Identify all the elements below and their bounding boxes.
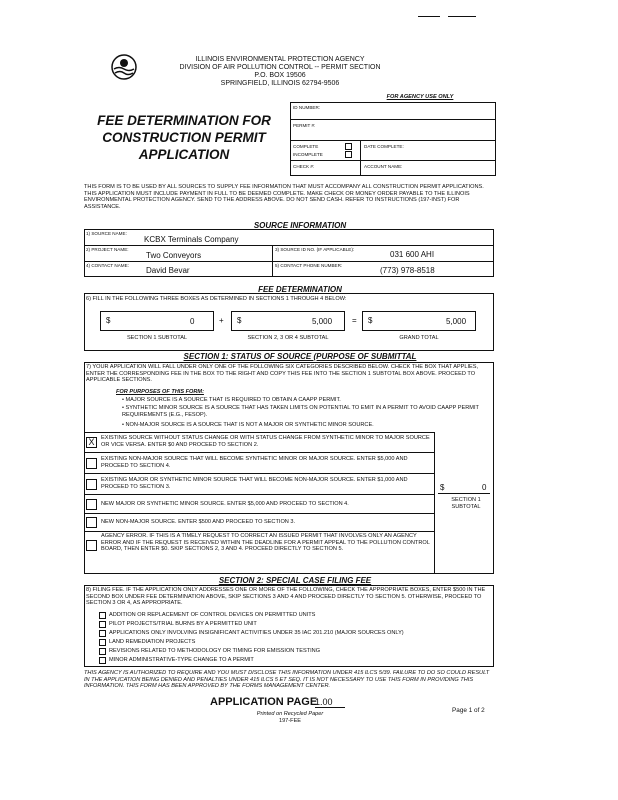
divider [84, 494, 434, 495]
section2-heading: SECTION 2: SPECIAL CASE FILING FEE [218, 576, 372, 585]
source-name-label: 1) SOURCE NAME: [86, 231, 127, 236]
definition-text: MAJOR SOURCE IS A SOURCE THAT IS REQUIRED TO OBTAIN A CAAPP PERMIT. [125, 397, 341, 403]
fee-instruction: 6) FILL IN THE FOLLOWING THREE BOXES AS DETERMINED IN SECTIONS 1 THROUGH 4 BELOW: [86, 296, 347, 302]
source-id-field[interactable]: 031 600 AHI [390, 250, 435, 259]
divider [434, 432, 435, 574]
source-name-field[interactable]: KCBX Terminals Company [144, 235, 239, 244]
option-1-text: EXISTING SOURCE WITHOUT STATUS CHANGE OR WITH STATUS CHANGE FROM SYNTHETIC MINOR TO MAJOR SOURCE OR VICE VERSA. ENTER $0 AND PROCEED TO SECTION 2. [101, 435, 430, 448]
dollar-sign: $ [237, 316, 242, 325]
agency-name: ILLINOIS ENVIRONMENTAL PROTECTION AGENCY [195, 56, 365, 63]
section1-subtotal-value: 0 [190, 317, 195, 326]
item-4-text: LAND REMEDIATION PROJECTS [109, 639, 196, 645]
equals-sign: = [352, 316, 357, 325]
item-5-checkbox[interactable] [99, 648, 106, 655]
dollar-sign: $ [368, 316, 373, 325]
account-name-label: ACCOUNT NAME: [364, 164, 403, 169]
form-code: 197-FEE [278, 718, 302, 724]
definition-non-major: • NON-MAJOR SOURCE IS A SOURCE THAT IS NOT A MAJOR OR SYNTHETIC MINOR SOURCE. [122, 422, 374, 428]
agency-logo [111, 54, 137, 80]
divider [84, 531, 434, 532]
grand-total-caption: GRAND TOTAL [399, 335, 439, 341]
divider [438, 493, 490, 494]
form-instructions: THIS FORM IS TO BE USED BY ALL SOURCES TO SUPPLY FEE INFORMATION THAT MUST ACCOMPANY ALL CONSTRUCTION PERMIT APPLICATIONS. THIS APPLICATION MUST INCLUDE PAYMENT IN FULL TO BE DEEMED COMPLETE. MAKE CHECK OR MONEY ORDER PAYABLE TO THE ILLINOIS ENVIRONMENTAL PROTECTION AGENCY. SEND TO THE ADDRESS ABOVE. DO NOT SEND CASH. REFER TO INSTRUCTIONS (197-INST) FOR ASSISTANCE. [84, 184, 484, 210]
contact-phone-field[interactable]: (773) 978-8518 [380, 266, 435, 275]
section1-subtotal-entry[interactable]: 0 [482, 483, 487, 492]
section234-subtotal-caption: SECTION 2, 3 OR 4 SUBTOTAL [247, 335, 329, 341]
divider [84, 513, 434, 514]
date-complete-label: DATE COMPLETE: [364, 144, 404, 149]
definition-major: • MAJOR SOURCE IS A SOURCE THAT IS REQUIRED TO OBTAIN A CAAPP PERMIT. [122, 397, 341, 403]
section1-subtotal-label: SECTION 1 SUBTOTAL [451, 497, 481, 510]
option-5-text: NEW NON-MAJOR SOURCE. ENTER $500 AND PROCEED TO SECTION 3. [101, 519, 296, 525]
definition-text: SYNTHETIC MINOR SOURCE IS A SOURCE THAT HAS TAKEN LIMITS ON POTENTIAL TO EMIT IN A PERMIT TO AVOID CAAPP PERMIT REQUIREMENTS (E.G., FESOP). [122, 405, 479, 418]
option-2-checkbox[interactable] [86, 458, 97, 469]
divider [290, 160, 496, 161]
item-6-text: MINOR ADMINISTRATIVE-TYPE CHANGE TO A PERMIT [109, 657, 254, 663]
grand-total-value: 5,000 [446, 317, 467, 326]
po-box: P.O. BOX 19506 [254, 72, 306, 79]
plus-sign: + [219, 316, 224, 325]
option-1-checkbox[interactable]: X [86, 437, 97, 448]
permit-label: PERMIT #: [293, 123, 316, 128]
scan-mark [448, 16, 476, 17]
section1-heading: SECTION 1: STATUS OF SOURCE (PURPOSE OF SUBMITTAL [183, 352, 417, 361]
item-3-text: APPLICATIONS ONLY INVOLVING INSIGNIFICANT ACTIVITIES UNDER 35 IAC 201.210 (MAJOR SOURCES ONLY) [109, 630, 404, 636]
id-number-label: ID NUMBER: [293, 105, 321, 110]
item-2-checkbox[interactable] [99, 621, 106, 628]
application-page-label: APPLICATION PAGE [210, 696, 318, 708]
option-3-checkbox[interactable] [86, 479, 97, 490]
option-3-text: EXISTING MAJOR OR SYNTHETIC MINOR SOURCE THAT WILL BECOME NON-MAJOR SOURCE. ENTER $1,000 AND PROCEED TO SECTION 3. [101, 477, 408, 490]
incomplete-label: INCOMPLETE [293, 152, 323, 157]
option-6-text: AGENCY ERROR. IF THIS IS A TIMELY REQUEST TO CORRECT AN ISSUED PERMIT THAT INVOLVES ONLY AN AGENCY ERROR AND IF THE REQUEST IS RECEIVED WITHIN THE DEADLINE FOR A PERMIT APPEAL TO THE POLLUTION CONTROL BOARD, THEN ENTER $0. SKIP SECTIONS 2, 3 AND 4. PROCEED DIRECTLY TO SECTION 5. [101, 533, 430, 553]
project-name-field[interactable]: Two Conveyors [146, 251, 202, 260]
title-line: CONSTRUCTION PERMIT [102, 130, 266, 145]
divider [360, 140, 361, 176]
contact-name-label: 4) CONTACT NAME: [86, 263, 129, 268]
application-page-number: 1.00 [315, 697, 345, 708]
title-line: FEE DETERMINATION FOR [97, 113, 271, 128]
divider [84, 261, 494, 262]
item-2-text: PILOT PROJECTS/TRIAL BURNS BY A PERMITTED UNIT [109, 621, 257, 627]
section2-intro: 8) FILING FEE. IF THE APPLICATION ONLY ADDRESSES ONE OR MORE OF THE FOLLOWING, CHECK THE APPROPRIATE BOXES, ENTER $500 IN THE SECOND BOX UNDER FEE DETERMINATION ABOVE, SKIP SECTIONS 3 AND 4 AND PROCEED DIRECTLY TO SECTION 5. OTHERWISE, PROCEED TO SECTION 3 OR 4, AS APPROPRIATE. [86, 587, 486, 607]
item-1-text: ADDITION OR REPLACEMENT OF CONTROL DEVICES ON PERMITTED UNITS [109, 612, 316, 618]
check-number-label: CHECK #: [293, 164, 315, 169]
option-6-checkbox[interactable] [86, 540, 97, 551]
purposes-heading: FOR PURPOSES OF THIS FORM: [116, 389, 204, 395]
title-line: APPLICATION [138, 147, 230, 162]
city-line: SPRINGFIELD, ILLINOIS 62794-9506 [220, 80, 340, 87]
dollar-sign: $ [440, 483, 445, 492]
agency-header [150, 56, 410, 88]
item-1-checkbox[interactable] [99, 612, 106, 619]
source-information-heading: SOURCE INFORMATION [253, 221, 347, 230]
section1-subtotal-box[interactable] [100, 311, 214, 331]
divider [84, 432, 434, 433]
option-4-text: NEW MAJOR OR SYNTHETIC MINOR SOURCE. ENTER $5,000 AND PROCEED TO SECTION 4. [101, 501, 349, 507]
definition-synthetic-minor: • SYNTHETIC MINOR SOURCE IS A SOURCE THAT HAS TAKEN LIMITS ON POTENTIAL TO EMIT IN A PERMIT TO AVOID CAAPP PERMIT REQUIREMENTS (E.G., FESOP). [122, 405, 479, 418]
scan-mark [418, 16, 440, 17]
option-5-checkbox[interactable] [86, 517, 97, 528]
divider [84, 473, 434, 474]
agency-use-heading: FOR AGENCY USE ONLY [386, 94, 454, 100]
section1-intro: 7) YOUR APPLICATION WILL FALL UNDER ONLY ONE OF THE FOLLOWING SIX CATEGORIES DESCRIBED BELOW. CHECK THE BOX THAT APPLIES, ENTER THE CORRESPONDING FEE IN THE BOX TO THE RIGHT AND COPY THIS FEE INTO THE SECTION 1 SUBTOTAL BOX ABOVE. PROCEED TO APPLICABLE SECTIONS. [86, 364, 479, 384]
item-3-checkbox[interactable] [99, 630, 106, 637]
divider [290, 119, 496, 120]
recycled-paper-note: Printed on Recycled Paper [256, 711, 324, 717]
item-4-checkbox[interactable] [99, 639, 106, 646]
option-2-text: EXISTING NON-MAJOR SOURCE THAT WILL BECOME SYNTHETIC MINOR OR MAJOR SOURCE. ENTER $5,000 AND PROCEED TO SECTION 4. [101, 456, 408, 469]
option-4-checkbox[interactable] [86, 499, 97, 510]
divider [84, 452, 434, 453]
divider [290, 140, 496, 141]
contact-phone-label: 5) CONTACT PHONE NUMBER: [275, 263, 343, 268]
project-name-label: 2) PROJECT NAME: [86, 247, 129, 252]
dollar-sign: $ [106, 316, 111, 325]
section1-subtotal-caption: SECTION 1 SUBTOTAL [126, 335, 188, 341]
item-5-text: REVISIONS RELATED TO METHODOLOGY OR TIMING FOR EMISSION TESTING [109, 648, 321, 654]
fee-determination-heading: FEE DETERMINATION [258, 285, 342, 294]
source-id-label: 3) SOURCE ID NO. (IF APPLICABLE): [275, 247, 355, 252]
section234-subtotal-value: 5,000 [312, 317, 333, 326]
contact-name-field[interactable]: David Bevar [146, 266, 190, 275]
form-title [84, 112, 284, 163]
definition-text: NON-MAJOR SOURCE IS A SOURCE THAT IS NOT A MAJOR OR SYNTHETIC MINOR SOURCE. [125, 422, 374, 428]
disclaimer: THIS AGENCY IS AUTHORIZED TO REQUIRE AND YOU MUST DISCLOSE THIS INFORMATION UNDER 415 ILCS 5/39. FAILURE TO DO SO COULD RESULT IN THE APPLICATION BEING DENIED AND PENALTIES UNDER 415 ILCS 5 ET SEQ. IT IS NOT NECESSARY TO USE THIS FORM IN PROVIDING THIS INFORMATION. THIS FORM HAS BEEN APPROVED BY THE FORMS MANAGEMENT CENTER. [84, 670, 490, 690]
page-of: Page 1 of 2 [452, 707, 485, 714]
item-6-checkbox[interactable] [99, 657, 106, 664]
complete-checkbox[interactable] [345, 143, 352, 150]
complete-label: COMPLETE [293, 144, 319, 149]
divider [84, 245, 494, 246]
division-name: DIVISION OF AIR POLLUTION CONTROL -- PERMIT SECTION [179, 64, 381, 71]
divider [272, 245, 273, 277]
incomplete-checkbox[interactable] [345, 151, 352, 158]
